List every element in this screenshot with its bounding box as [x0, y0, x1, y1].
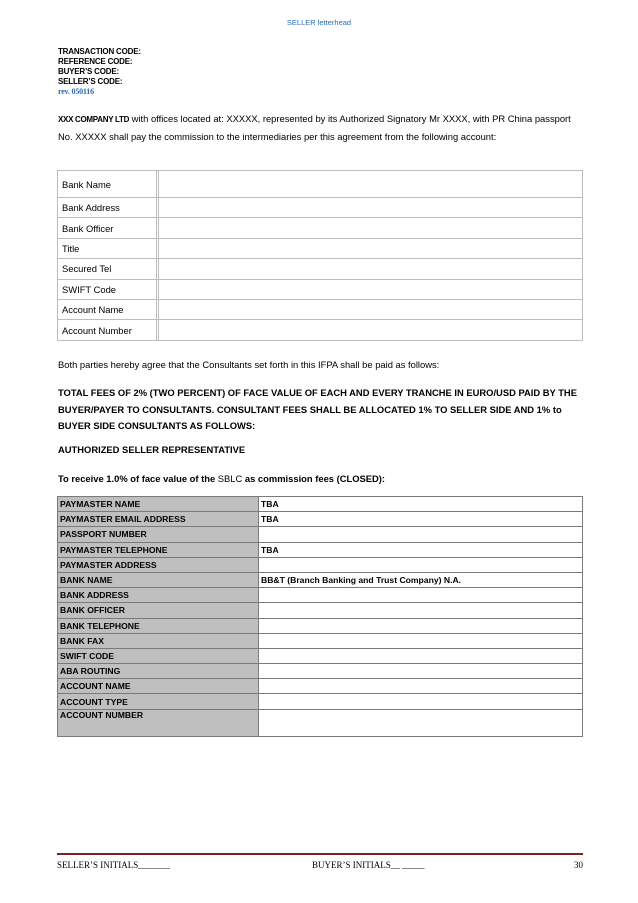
- paymaster-row-value: [259, 664, 583, 679]
- reference-code-label: REFERENCE CODE:: [58, 57, 133, 66]
- paymaster-row: [58, 709, 583, 736]
- bank-row-value: [159, 238, 583, 258]
- paymaster-row: [58, 633, 583, 648]
- paymaster-row-label: PAYMASTER EMAIL ADDRESS: [58, 512, 259, 527]
- bank-row-label: Title: [58, 238, 157, 258]
- code-block: [58, 47, 141, 97]
- paymaster-row: [58, 497, 583, 512]
- paymaster-row-label: ACCOUNT NAME: [58, 679, 259, 694]
- paymaster-row: [58, 557, 583, 572]
- paymaster-row: [58, 572, 583, 587]
- paymaster-row-label: BANK TELEPHONE: [58, 618, 259, 633]
- revision-label: rev. 050116: [58, 87, 94, 96]
- paymaster-row: [58, 512, 583, 527]
- bank-row: [58, 218, 583, 238]
- bank-row: [58, 259, 583, 279]
- paymaster-row: [58, 679, 583, 694]
- bank-row-value: [159, 279, 583, 299]
- paymaster-row-label: PASSPORT NUMBER: [58, 527, 259, 542]
- bank-row-label: Account Number: [58, 320, 157, 340]
- receive-pre: To receive 1.0% of face value of the: [58, 473, 218, 484]
- paymaster-row-value: [259, 588, 583, 603]
- paymaster-row-label: ACCOUNT NUMBER: [58, 709, 259, 736]
- paymaster-row-value: [259, 694, 583, 709]
- paymaster-row: [58, 542, 583, 557]
- paymaster-row-value: TBA: [259, 542, 583, 557]
- paymaster-row: [58, 603, 583, 618]
- paymaster-row: [58, 648, 583, 663]
- transaction-code-label: TRANSACTION CODE:: [58, 47, 141, 56]
- bank-row-label: Secured Tel: [58, 259, 157, 279]
- paymaster-row-label: PAYMASTER TELEPHONE: [58, 542, 259, 557]
- paymaster-row-label: BANK FAX: [58, 633, 259, 648]
- seller-initials: SELLER’S INITIALS_______: [57, 860, 170, 870]
- paymaster-row-label: BANK OFFICER: [58, 603, 259, 618]
- footer-divider: [57, 853, 583, 855]
- letterhead: SELLER letterhead: [286, 18, 352, 27]
- bank-row-label: SWIFT Code: [58, 279, 157, 299]
- paymaster-row-value: TBA: [259, 512, 583, 527]
- paymaster-table: [57, 496, 583, 737]
- paymaster-row: [58, 588, 583, 603]
- paymaster-row-value: [259, 603, 583, 618]
- paymaster-row: [58, 694, 583, 709]
- paymaster-row: [58, 664, 583, 679]
- bank-row: [58, 279, 583, 299]
- paymaster-row-value: [259, 618, 583, 633]
- buyer-initials: BUYER’S INITIALS__ _____: [312, 860, 425, 870]
- representative-heading: AUTHORIZED SELLER REPRESENTATIVE: [58, 444, 246, 455]
- bank-row-value: [159, 320, 583, 340]
- paymaster-row-label: SWIFT CODE: [58, 648, 259, 663]
- bank-row-value: [159, 218, 583, 238]
- paymaster-row: [58, 527, 583, 542]
- bank-row: [58, 299, 583, 319]
- paymaster-row-value: [259, 557, 583, 572]
- paymaster-row-value: [259, 527, 583, 542]
- paymaster-row-value: TBA: [259, 497, 583, 512]
- receive-post: as commission fees (CLOSED):: [242, 473, 386, 484]
- paymaster-row-value: [259, 648, 583, 663]
- receive-sblc: SBLC: [217, 473, 243, 484]
- bank-row: [58, 198, 583, 218]
- bank-row-value: [159, 198, 583, 218]
- intro-paragraph: [58, 111, 584, 145]
- paymaster-row-value: BB&T (Branch Banking and Trust Company) N.A.: [259, 572, 583, 587]
- bank-row-value: [159, 171, 583, 198]
- paymaster-row-value: [259, 633, 583, 648]
- paymaster-row: [58, 618, 583, 633]
- bank-row: [58, 238, 583, 258]
- bank-row-value: [159, 299, 583, 319]
- bank-row-label: Bank Officer: [58, 218, 157, 238]
- agreement-text: Both parties hereby agree that the Consultants set forth in this IFPA shall be paid as follows:: [58, 359, 440, 370]
- company-name: XXX COMPANY LTD: [58, 115, 130, 124]
- bank-row: [58, 320, 583, 340]
- bank-row-label: Bank Address: [58, 198, 157, 218]
- bank-row-label: Bank Name: [58, 171, 157, 198]
- paymaster-row-label: PAYMASTER ADDRESS: [58, 557, 259, 572]
- paymaster-row-value: [259, 709, 583, 736]
- intro-text: with offices located at: XXXXX, represented by its Authorized Signatory Mr XXXX, with PR China passport No. XXXXX shall pay the commission to the intermediaries per this agreement from the following account:: [58, 113, 571, 142]
- buyer-code-label: BUYER’S CODE:: [58, 67, 119, 76]
- bank-row: [58, 171, 583, 198]
- seller-code-label: SELLER’S CODE:: [58, 77, 123, 86]
- paymaster-row-value: [259, 679, 583, 694]
- paymaster-row-label: BANK NAME: [58, 572, 259, 587]
- bank-details-table: [57, 170, 583, 341]
- page-number: 30: [574, 860, 583, 870]
- paymaster-row-label: ACCOUNT TYPE: [58, 694, 259, 709]
- fees-text: TOTAL FEES OF 2% (TWO PERCENT) OF FACE VALUE OF EACH AND EVERY TRANCHE IN EURO/USD PAID BY THE BUYER/PAYER TO CONSULTANTS. CONSULTANT FEES SHALL BE ALLOCATED 1% TO SELLER SIDE AND 1% to BUYER SIDE CONSULTANTS AS FOLLOWS:: [58, 387, 577, 431]
- bank-row-label: Account Name: [58, 299, 157, 319]
- bank-row-value: [159, 259, 583, 279]
- receive-line: [58, 471, 584, 488]
- paymaster-row-label: ABA ROUTING: [58, 664, 259, 679]
- paymaster-row-label: BANK ADDRESS: [58, 588, 259, 603]
- paymaster-row-label: PAYMASTER NAME: [58, 497, 259, 512]
